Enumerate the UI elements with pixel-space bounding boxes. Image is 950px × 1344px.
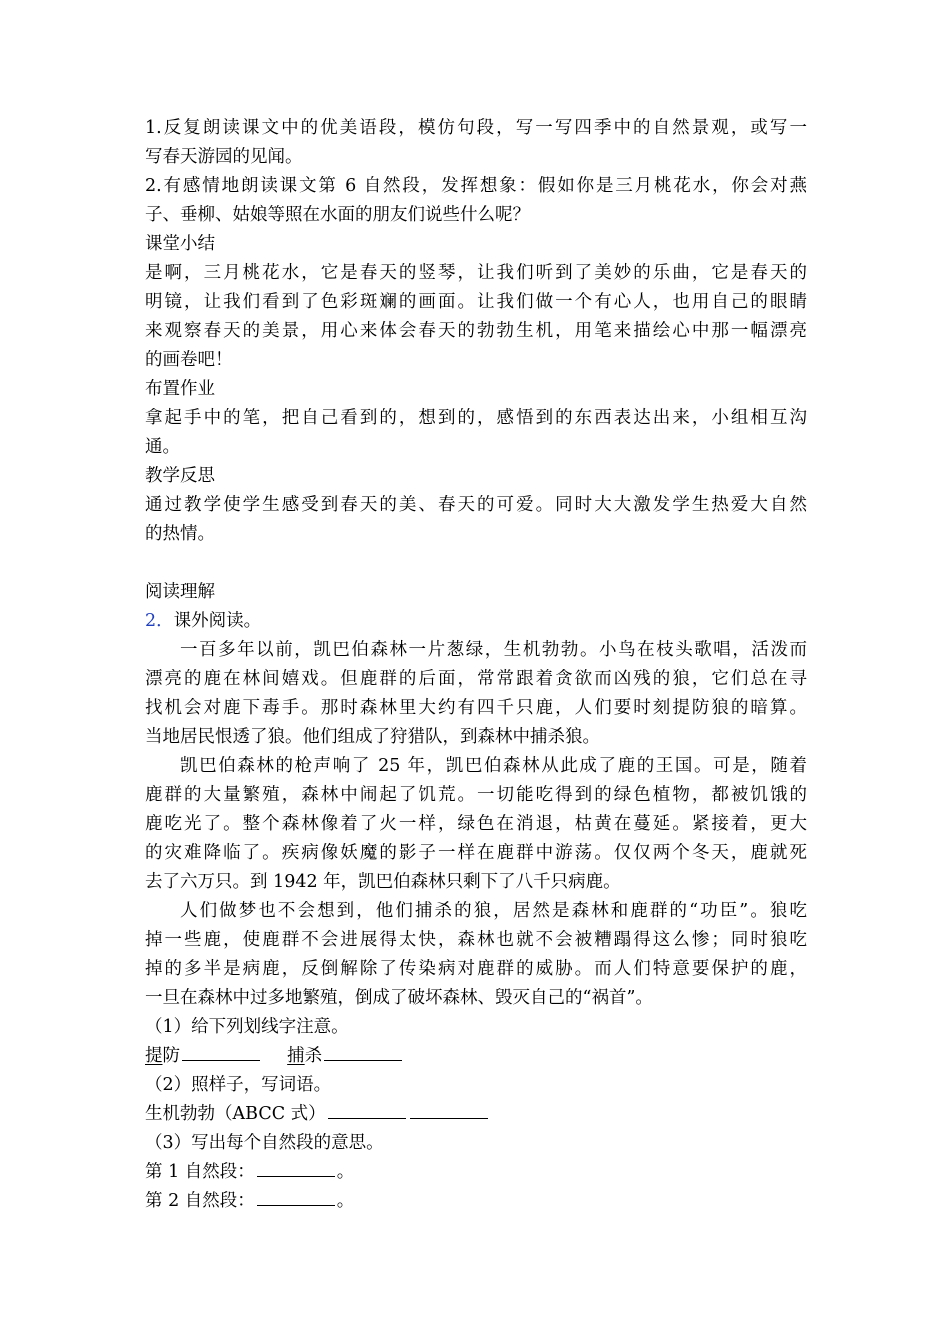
text-line: 是啊，三月桃花水，它是春天的竖琴，让我们听到了美妙的乐曲，它是春天的 [145,263,807,283]
word-rest: 杀 [304,1046,323,1066]
answer-label: 第 1 自然段： [145,1162,255,1182]
passage-line: 一旦在森林中过多地繁殖，倒成了破坏森林、毁灭自己的“祸首”。 [145,988,653,1008]
text-line: 来观察春天的美景，用心来体会春天的勃勃生机，用笔来描绘心中那一幅漂亮 [145,321,807,341]
passage-line: 去了六万只。到 1942 年，凯巴伯森林只剩下了八千只病鹿。 [145,872,621,892]
answer-blank[interactable] [182,1042,260,1061]
passage-line: 的灾难降临了。疾病像妖魔的影子一样在鹿群中游荡。仅仅两个冬天，鹿就死 [145,843,807,863]
text-line: 通。 [145,437,180,457]
passage-line: 漂亮的鹿在林间嬉戏。但鹿群的后面，常常跟着贪欲而凶残的狼，它们总在寻 [145,669,807,689]
passage-line: 一百多年以前，凯巴伯森林一片葱绿，生机勃勃。小鸟在枝头歌唱，活泼而 [180,640,807,660]
section-heading-summary: 课堂小结 [145,234,215,254]
passage-line: 掉一些鹿，使鹿群不会进展得太快，森林也就不会被糟蹋得这么惨；同时狼吃 [145,930,807,950]
paragraph-answer-row [145,1158,807,1187]
spacer [145,549,807,578]
passage-line: 找机会对鹿下毒手。那时森林里大约有四千只鹿，人们要时刻提防狼的暗算。 [145,698,807,718]
text-line: 2.有感情地朗读课文第 6 自然段，发挥想象：假如你是三月桃花水，你会对燕 [145,176,807,196]
answer-blank[interactable] [324,1042,402,1061]
text-line: 子、垂柳、姑娘等照在水面的朋友们说些什么呢？ [145,205,530,225]
answer-label: 第 2 自然段： [145,1191,255,1211]
text-line: 写春天游园的见闻。 [145,147,303,167]
document-body [145,114,807,1216]
passage-line: 掉的多半是病鹿，反倒解除了传染病对鹿群的威胁。而人们特意要保护的鹿， [145,959,807,979]
text-line: 拿起手中的笔，把自己看到的，想到的，感悟到的东西表达出来，小组相互沟 [145,408,807,428]
answer-blank[interactable] [410,1100,488,1119]
period: 。 [336,1162,355,1182]
sub-question-1: （1）给下列划线字注意。 [145,1017,349,1037]
text-line: 的画卷吧！ [145,350,233,370]
word-rest: 防 [162,1046,180,1066]
text-line: 的热情。 [145,524,215,544]
passage-line: 鹿吃光了。整个森林像着了火一样，绿色在消退，枯黄在蔓延。紧接着，更大 [145,814,807,834]
text-line: 通过教学使学生感受到春天的美、春天的可爱。同时大大激发学生热爱大自然 [145,495,807,515]
example-row [145,1100,807,1129]
question-label: 课外阅读。 [173,611,262,631]
section-heading-homework: 布置作业 [145,379,215,399]
answer-blank[interactable] [257,1158,335,1177]
section-heading-reflection: 教学反思 [145,466,215,486]
underlined-char: 捕 [287,1046,305,1066]
passage-line: 凯巴伯森林的枪声响了 25 年，凯巴伯森林从此成了鹿的王国。可是，随着 [180,756,807,776]
question-title [145,607,807,636]
answer-blank[interactable] [257,1187,335,1206]
passage-line: 人们做梦也不会想到，他们捕杀的狼，居然是森林和鹿群的“功臣”。狼吃 [180,901,807,921]
question-number: 2． [145,611,174,631]
section-heading-reading: 阅读理解 [145,582,215,602]
text-line: 明镜，让我们看到了色彩斑斓的画面。让我们做一个有心人，也用自己的眼睛 [145,292,807,312]
period: 。 [336,1191,355,1211]
answer-blank[interactable] [328,1100,406,1119]
sub-question-3: （3）写出每个自然段的意思。 [145,1133,384,1153]
sub-question-2: （2）照样子，写词语。 [145,1075,332,1095]
passage-line: 鹿群的大量繁殖，森林中闹起了饥荒。一切能吃得到的绿色植物，都被饥饿的 [145,785,807,805]
pinyin-row [145,1042,807,1071]
text-line: 1.反复朗读课文中的优美语段，模仿句段，写一写四季中的自然景观，或写一 [145,118,807,138]
underlined-char: 提 [145,1046,163,1066]
passage-line: 当地居民恨透了狼。他们组成了狩猎队，到森林中捕杀狼。 [145,727,600,747]
paragraph-answer-row [145,1187,807,1216]
example-text: 生机勃勃（ABCC 式） [145,1104,326,1124]
